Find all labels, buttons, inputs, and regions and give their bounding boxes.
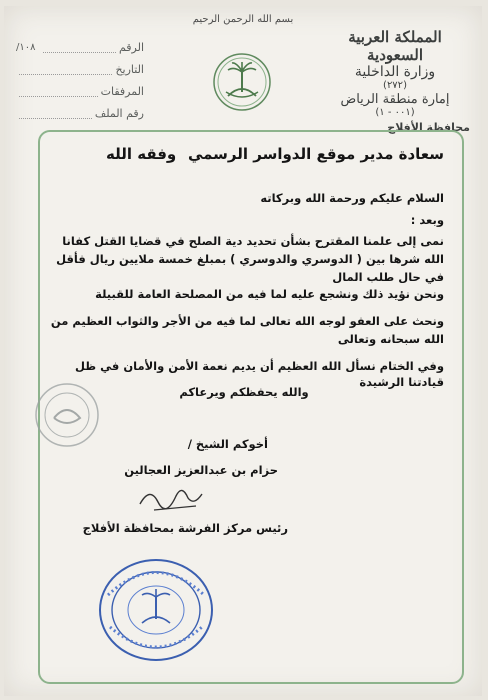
- emirate-code: (٠٠١ - ١): [375, 107, 415, 118]
- paragraph-5: والله يحفظكم ويرعاكم: [179, 385, 309, 399]
- file-label: رقم الملف: [94, 106, 144, 120]
- attachments-dots: [19, 86, 98, 97]
- paragraph-4: وفي الختام نسأل الله العظيم أن يديم نعمة الأمن والأمان في ظل قيادتنا الرشيدة: [75, 359, 444, 389]
- recipient-title: سعادة مدير موقع الدواسر الرسمي: [187, 145, 444, 163]
- number-row: [16, 36, 144, 58]
- basmala: بسم الله الرحمن الرحيم: [192, 14, 294, 25]
- ministry-code: (٢٧٢): [383, 80, 407, 91]
- official-seal-icon: [96, 555, 216, 665]
- number-value: ١٠٨/: [16, 41, 36, 53]
- greeting: السلام عليكم ورحمة الله وبركاته: [260, 191, 444, 205]
- date-label: التاريخ: [115, 62, 144, 76]
- paragraph-2: ونحن نؤيد ذلك ونشجع عليه لما فيه من المصلحة العامة للقبيلة: [95, 287, 444, 301]
- governorate-name: محافظة الأفلاج: [387, 121, 470, 134]
- ministry-name: وزارة الداخلية: [354, 64, 436, 80]
- after-greeting: وبعد :: [410, 213, 444, 227]
- attachments-row: [16, 80, 144, 102]
- number-label: الرقم: [118, 40, 144, 54]
- watermark-stamp-icon: [34, 382, 100, 448]
- date-row: [16, 58, 144, 80]
- reference-fields: [16, 36, 144, 124]
- number-dots: [43, 42, 116, 53]
- ministry-header: [320, 28, 470, 134]
- file-row: [16, 102, 144, 124]
- paragraph-1: نمى إلى علمنا المقترح بشأن تحديد دية الصلح في قضايا القتل كفانا الله شرها بين ( الدوسري والدوسري ) بمبلغ خمسة ملايين ريال فأقل في حال طلب المال: [56, 234, 444, 284]
- signature-icon: [136, 476, 206, 516]
- file-dots: [19, 108, 92, 119]
- attachments-label: المرفقات: [100, 84, 144, 98]
- emirate-name: إمارة منطقة الرياض: [340, 92, 450, 107]
- kingdom-name: المملكة العربية السعودية: [348, 28, 442, 64]
- paragraph-3: ونحث على العفو لوجه الله تعالى لما فيه من الأجر والثواب العظيم من الله سبحانه وتعالى: [50, 314, 444, 346]
- signer-position: رئيس مركز الفرشة بمحافظة الأفلاج: [82, 521, 288, 535]
- palm-and-swords-emblem-icon: [212, 52, 272, 112]
- closing: أخوكم الشيخ /: [187, 437, 268, 451]
- signer-name: حزام بن عبدالعزيز العجالين: [124, 463, 278, 477]
- recipient-blessing: وفقه الله: [106, 145, 177, 163]
- date-dots: [19, 64, 112, 75]
